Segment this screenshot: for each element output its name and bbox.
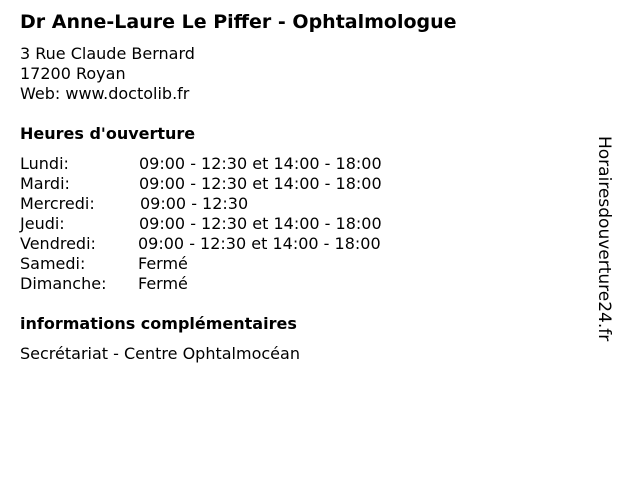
time-value: 09:00 - 12:30 xyxy=(140,194,249,213)
website-text: Web: www.doctolib.fr xyxy=(20,84,190,103)
time-value: 09:00 - 12:30 et 14:00 - 18:00 xyxy=(138,234,381,253)
site-watermark: Horairesdouverture24.fr xyxy=(594,136,614,342)
opening-hours-heading: Heures d'ouverture xyxy=(20,124,196,143)
page-title: Dr Anne-Laure Le Piffer - Ophtalmologue xyxy=(20,11,457,33)
day-label: Samedi: xyxy=(20,254,86,273)
address-city: 17200 Royan xyxy=(20,64,126,83)
time-value: 09:00 - 12:30 et 14:00 - 18:00 xyxy=(139,214,382,233)
day-label: Mardi: xyxy=(20,174,70,193)
address-block xyxy=(20,44,195,104)
day-label: Vendredi: xyxy=(20,234,96,253)
time-value: Fermé xyxy=(138,254,188,273)
day-label: Lundi: xyxy=(20,154,69,173)
additional-info-heading: informations complémentaires xyxy=(20,314,297,333)
address-street: 3 Rue Claude Bernard xyxy=(20,44,195,63)
day-label: Jeudi: xyxy=(20,214,65,233)
additional-info-text: Secrétariat - Centre Ophtalmocéan xyxy=(20,344,300,363)
time-value: 09:00 - 12:30 et 14:00 - 18:00 xyxy=(139,174,382,193)
day-label: Mercredi: xyxy=(20,194,95,213)
time-value: Fermé xyxy=(138,274,188,293)
time-value: 09:00 - 12:30 et 14:00 - 18:00 xyxy=(139,154,382,173)
day-label: Dimanche: xyxy=(20,274,107,293)
